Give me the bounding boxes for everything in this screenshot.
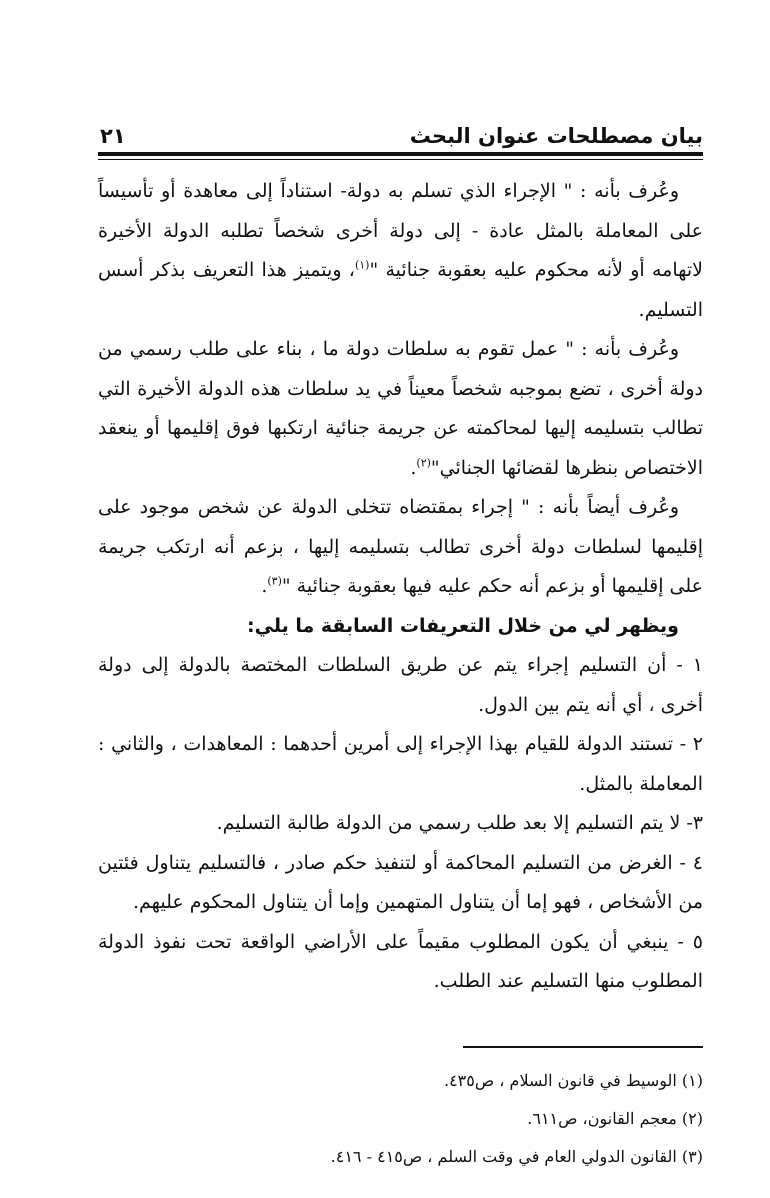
footnote-ref-3: (٣) [267, 574, 282, 588]
document-page [98, 110, 703, 1176]
list-item-5: ٥ - ينبغي أن يكون المطلوب مقيماً على الأراضي الواقعة تحت نفوذ الدولة المطلوب منها التسليم عند الطلب. [98, 930, 703, 992]
footnote-separator [463, 1046, 703, 1048]
header-rule-thin [98, 159, 703, 160]
footnotes [98, 1062, 703, 1176]
page-number: ٢١ [100, 124, 126, 148]
header-rule-thick [98, 152, 703, 156]
running-header [98, 110, 703, 148]
list-item-3: ٣- لا يتم التسليم إلا بعد طلب رسمي من الدولة طالبة التسليم. [216, 812, 703, 834]
paragraph-definition-2: وعُرف بأنه : " عمل تقوم به سلطات دولة ما ، بناء على طلب رسمي من دولة أخرى ، تضع بموجبه شخصاً معيناً في يد سلطات هذه الدولة الأخيرة التي تطالب بتسليمه إليها لمحاكمته عن جريمة جنائية ارتكبها فوق إقليمها أو ينعقد الاختصاص بنظرها لقضائها الجنائي"$^{(٢)}$. [98, 338, 703, 479]
header-title: بيان مصطلحات عنوان البحث [409, 124, 703, 148]
body-text [98, 172, 703, 1002]
section-heading: ويظهر لي من خلال التعريفات السابقة ما يلي: [247, 614, 679, 637]
list-item-2: ٢ - تستند الدولة للقيام بهذا الإجراء إلى أمرين أحدهما : المعاهدات ، والثاني : المعاملة بالمثل. [98, 733, 703, 795]
paragraph-definition-1: وعُرف بأنه : " الإجراء الذي تسلم به دولة- استناداً إلى معاهدة أو تأسيساً على المعاملة بالمثل عادة - إلى دولة أخرى شخصاً تطلبه الدولة الأخيرة لاتهامه أو لأنه محكوم عليه بعقوبة جنائية "$^{(١)}$، ويتميز هذا التعريف بذكر أسس التسليم. [98, 180, 703, 321]
footnote-3: (٣) القانون الدولي العام في وقت السلم ، ص٤١٥ - ٤١٦. [330, 1146, 703, 1166]
footnote-2: (٢) معجم القانون، ص٦١١. [527, 1108, 703, 1128]
list-item-1: ١ - أن التسليم إجراء يتم عن طريق السلطات المختصة بالدولة إلى دولة أخرى ، أي أنه يتم بين الدول. [98, 654, 703, 716]
list-item-4: ٤ - الغرض من التسليم المحاكمة أو لتنفيذ حكم صادر ، فالتسليم يتناول فئتين من الأشخاص ، فهو إما أن يتناول المتهمين وإما أن يتناول المحكوم عليهم. [98, 851, 703, 913]
footnote-ref-1: (١) [354, 258, 370, 272]
footnote-ref-2: (٢) [416, 456, 431, 470]
paragraph-definition-3: وعُرف أيضاً بأنه : " إجراء بمقتضاه تتخلى الدولة عن شخص موجود على إقليمها لسلطات دولة أخرى تطالب بتسليمه إليها ، بزعم أنه ارتكب جريمة على إقليمها أو بزعم أنه حكم عليه فيها بعقوبة جنائية "$^{(٣)}$. [98, 496, 703, 597]
footnote-1: (١) الوسيط في قانون السلام ، ص٤٣٥. [443, 1070, 703, 1090]
